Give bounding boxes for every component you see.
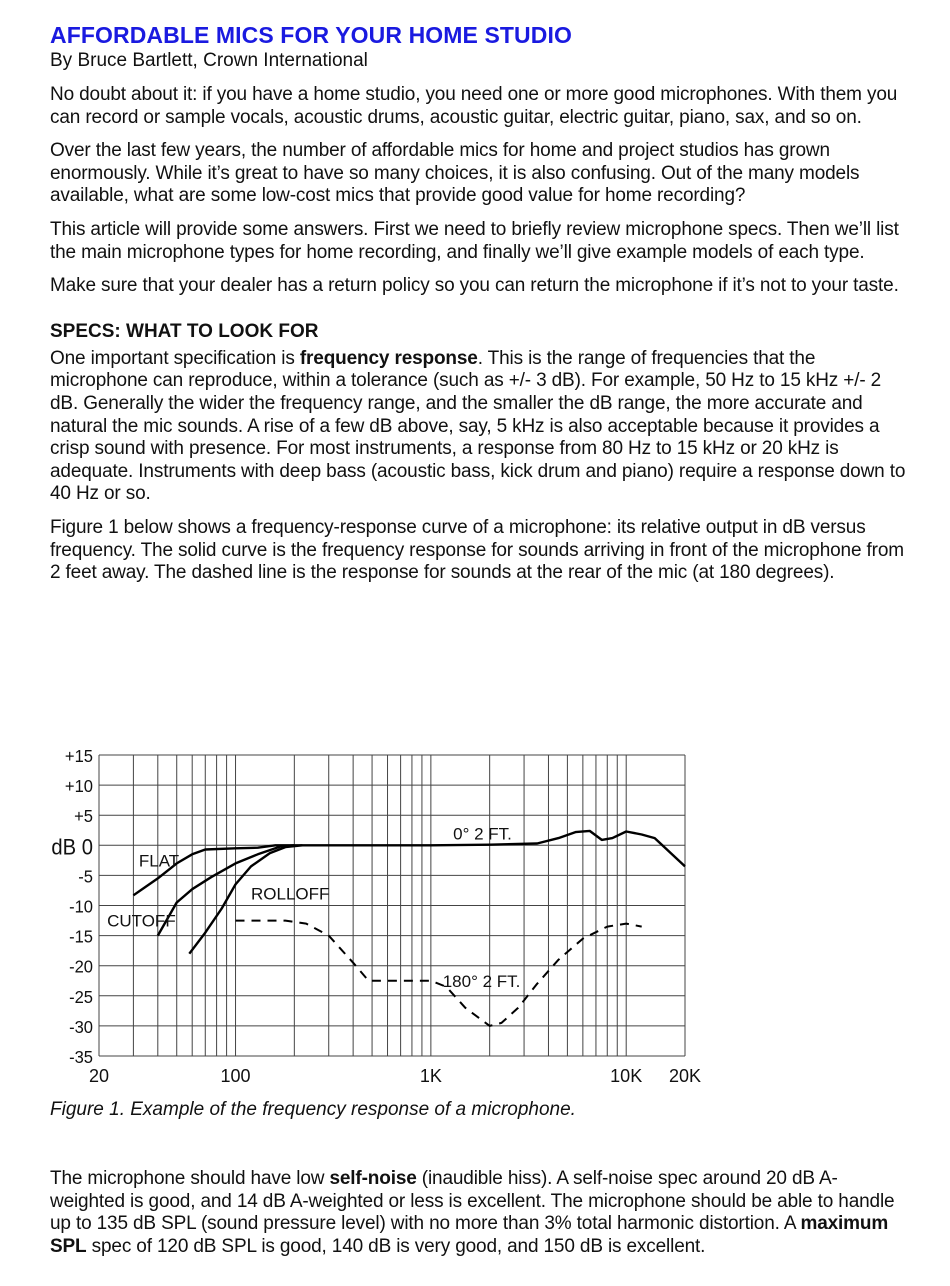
bold-term: frequency response xyxy=(299,347,478,369)
frequency-response-chart xyxy=(40,735,720,1090)
chart-annotation: 0° 2 FT. xyxy=(453,824,512,844)
chart-annotation: ROLLOFF xyxy=(250,884,330,904)
text-run: One important specification is xyxy=(50,347,300,369)
x-tick-label: 20K xyxy=(668,1066,702,1086)
article-title: AFFORDABLE MICS FOR YOUR HOME STUDIO xyxy=(50,22,572,48)
y-tick-label: -20 xyxy=(69,956,93,977)
paragraph-figure-intro: Figure 1 below shows a frequency-response curve of a microphone: its relative output in dB versus frequency. The solid curve is the frequency response for sounds arriving in front of the microphone from 2 feet away. The dashed line is the response for sounds at the rear of the mic (at 180 degrees). xyxy=(50,516,904,584)
section-heading: SPECS: WHAT TO LOOK FOR xyxy=(50,320,319,342)
x-tick-label: 100 xyxy=(220,1066,251,1086)
y-tick-label: -15 xyxy=(69,925,93,947)
y-tick-label: dB 0 xyxy=(51,835,93,860)
y-tick-label: -5 xyxy=(78,865,93,887)
text-run: (inaudible hiss). A self-noise spec around 20 dB A-weighted is good, and 14 dB A-weighted or less is excellent. The microphone should be able to handle up to 135 dB SPL (sound pressure level) with no more than 3% total harmonic distortion. A xyxy=(50,1168,895,1235)
paragraph-overview: This article will provide some answers. First we need to briefly review microphone specs. Then we’ll list the main microphone types for home recording, and finally we’ll give example models of each type. xyxy=(50,218,899,263)
text-run: spec of 120 dB SPL is good, 140 dB is very good, and 150 dB is excellent. xyxy=(86,1235,706,1257)
text-run: . This is the range of frequencies that the microphone can reproduce, within a tolerance (such as +/- 3 dB). For example, 50 Hz to 15 kHz +/- 2 dB. Generally the wider the frequency range, and the smaller the dB range, the more accurate and natural the mic sounds. A rise of a few dB above, say, 5 kHz is also acceptable because it provides a crisp sound with presence. For most instruments, a response from 80 Hz to 15 kHz or 20 kHz is adequate. Instruments with deep bass (acoustic bass, kick drum and piano) require a response down to 40 Hz or so. xyxy=(50,347,906,505)
article-continued xyxy=(50,1168,910,1269)
y-tick-label: +5 xyxy=(74,805,93,827)
y-tick-label: +10 xyxy=(64,775,93,797)
bold-term: self-noise xyxy=(329,1168,417,1189)
x-tick-label: 20 xyxy=(88,1066,110,1086)
paragraph-return-policy: Make sure that your dealer has a return policy so you can return the microphone if it’s not to your taste. xyxy=(50,275,899,297)
bold-term: maximum SPL xyxy=(50,1213,889,1257)
figure-caption: Figure 1. Example of the frequency response of a microphone. xyxy=(50,1099,576,1120)
y-tick-label: -35 xyxy=(69,1046,93,1068)
byline: By Bruce Bartlett, Crown International xyxy=(50,50,368,71)
article xyxy=(50,22,910,596)
paragraph-growth: Over the last few years, the number of affordable mics for home and project studios has grown enormously. While it’s great to have so many choices, it is also confusing. Out of the many models available, what are some low-cost mics that provide good value for home recording? xyxy=(50,140,860,207)
chart-annotation: FLAT xyxy=(138,851,180,871)
chart-svg xyxy=(40,735,720,1090)
y-tick-label: -30 xyxy=(69,1016,93,1038)
chart-annotation: CUTOFF xyxy=(107,911,176,931)
y-tick-label: -25 xyxy=(69,986,93,1007)
paragraph-self-noise xyxy=(50,1168,910,1258)
chart-annotation: 180° 2 FT. xyxy=(442,971,521,991)
x-tick-label: 1K xyxy=(419,1066,442,1086)
y-tick-label: -10 xyxy=(69,895,93,917)
rear-response-curve xyxy=(236,921,642,1026)
text-run: The microphone should have low xyxy=(50,1168,330,1189)
y-tick-label: +15 xyxy=(64,745,93,767)
x-tick-label: 10K xyxy=(610,1066,643,1086)
paragraph-intro: No doubt about it: if you have a home studio, you need one or more good microphones. With them you can record or sample vocals, acoustic drums, acoustic guitar, electric guitar, piano, sax, and so on. xyxy=(50,84,898,128)
paragraph-frequency-response xyxy=(50,348,910,506)
